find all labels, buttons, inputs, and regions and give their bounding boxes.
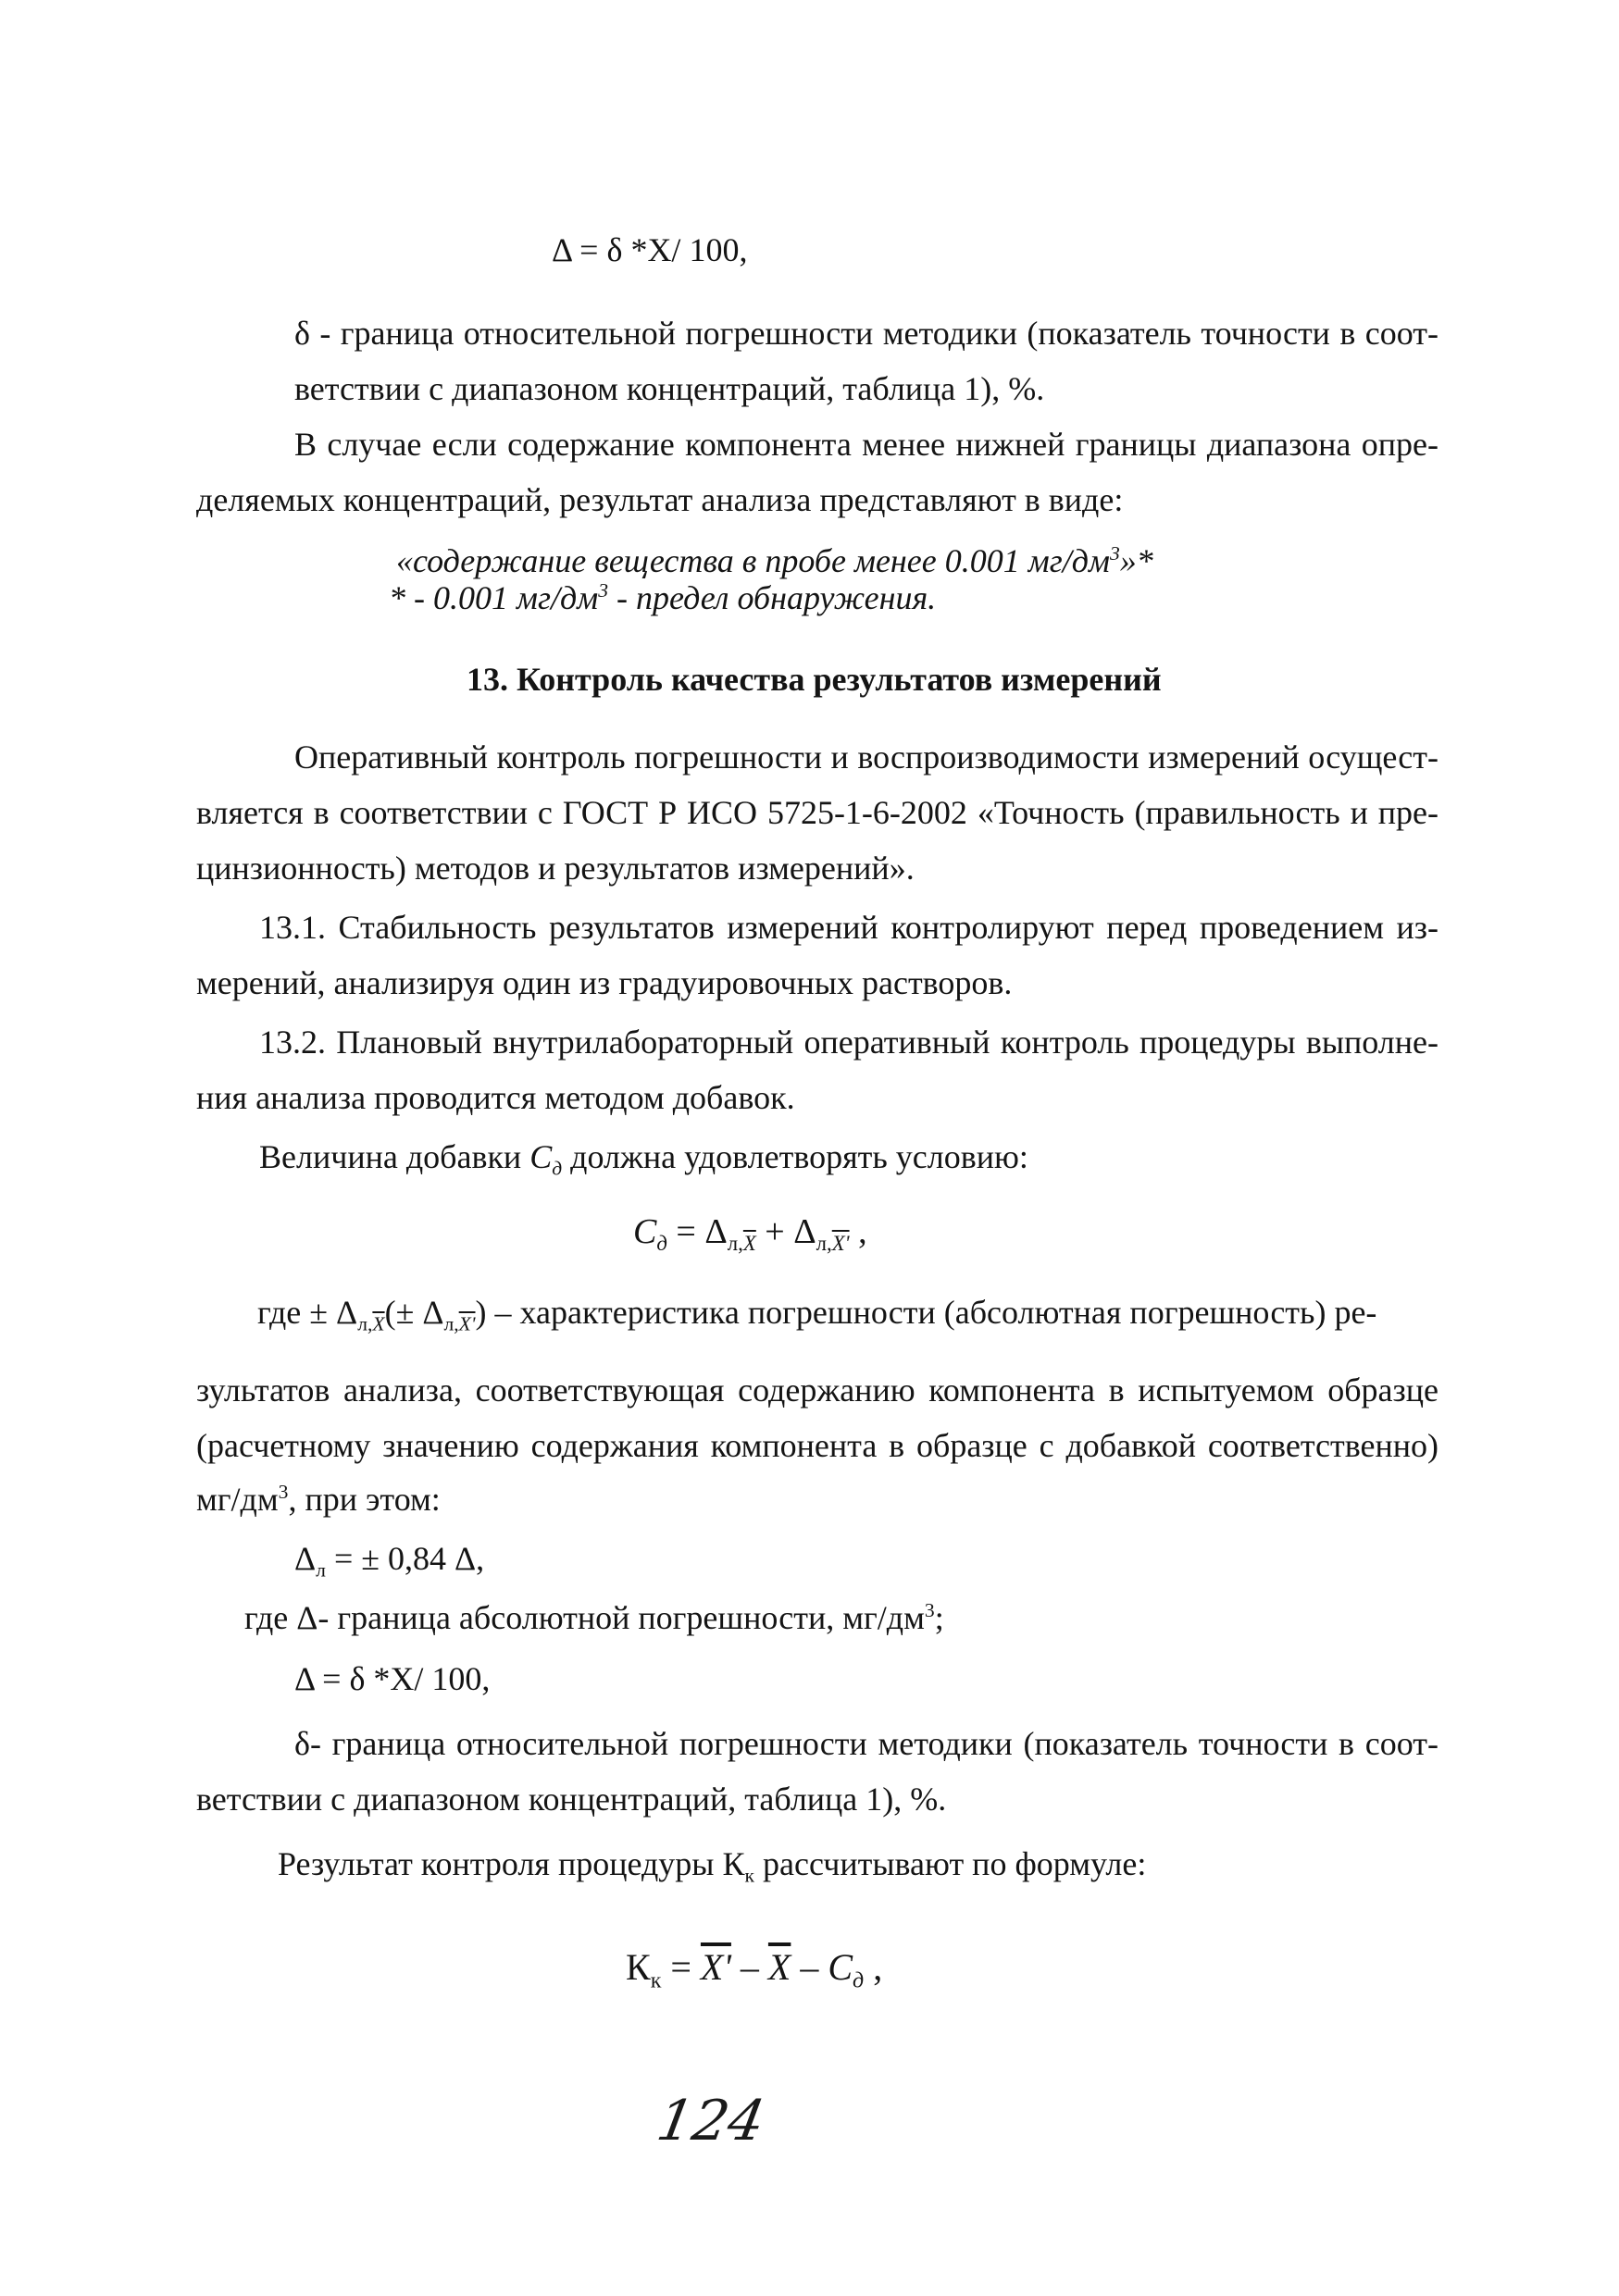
formula-overline: $\overline{X}$ bbox=[767, 1946, 791, 1988]
overline: X' bbox=[458, 1312, 476, 1335]
text: должна удовлетворять условию: bbox=[562, 1138, 1028, 1175]
formula-overline: X' bbox=[831, 1231, 850, 1255]
text: (± Δ bbox=[384, 1294, 444, 1331]
paragraph-lower-bound-line1: В случае если содержание компонента менее нижней границы диапазона опре- bbox=[294, 426, 1438, 463]
paragraph-additive bbox=[259, 1140, 1028, 1179]
paragraph-lower-bound-line2: деляемых концентраций, результат анализа представляют в виде: bbox=[196, 481, 1124, 518]
text: где ± Δ bbox=[257, 1294, 358, 1331]
formula-rhs: = δ *X/ 100, bbox=[579, 231, 748, 268]
text: Величина добавки bbox=[259, 1138, 530, 1175]
formula-delta-2: Δ = δ *X/ 100, bbox=[294, 1660, 491, 1697]
note-line-2 bbox=[389, 581, 936, 614]
sup: 3 bbox=[924, 1599, 935, 1622]
sup: 3 bbox=[278, 1481, 289, 1504]
section-13-title: 13. Контроль качества результатов измерений bbox=[467, 661, 1162, 698]
text: – характеристика погрешности (абсолютная погрешность) ре- bbox=[486, 1294, 1377, 1331]
symbol: C bbox=[529, 1138, 553, 1175]
formula-lhs: К bbox=[626, 1946, 651, 1988]
paragraph-delta-definition-line2: ветствии с диапазоном концентраций, таблица 1), %. bbox=[294, 370, 1045, 407]
note-sup: 3 bbox=[1109, 542, 1120, 565]
text: Результат контроля процедуры К bbox=[278, 1845, 745, 1882]
paragraph-delta-definition-line1: δ - граница относительной погрешности методики (показатель точности в соот- bbox=[294, 315, 1438, 352]
paragraph-operational-control-line2: вляется в соответствии с ГОСТ Р ИСО 5725-1-6-2002 «Точность (правильность и пре- bbox=[196, 794, 1438, 831]
formula-overline: X bbox=[742, 1231, 756, 1255]
formula-eq: = bbox=[661, 1946, 701, 1988]
symbol-sub: д bbox=[552, 1157, 563, 1180]
formula-plus: + Δ bbox=[755, 1212, 816, 1251]
sub: к bbox=[744, 1864, 755, 1887]
paragraph-13-2-line2: ния анализа проводится методом добавок. bbox=[196, 1079, 795, 1116]
paragraph-operational-control-line1: Оперативный контроль погрешности и воспроизводимости измерений осущест- bbox=[294, 738, 1438, 776]
overline: X bbox=[372, 1312, 385, 1335]
paragraph-where-line2: зультатов анализа, соответствующая содержанию компонента в испытуемом образце bbox=[196, 1371, 1438, 1409]
note-text: * - 0.001 мг/дм bbox=[389, 579, 599, 616]
sub: л, bbox=[357, 1312, 373, 1335]
note-sup: 3 bbox=[598, 579, 608, 602]
formula-end: , bbox=[864, 1946, 883, 1988]
paragraph-where-line3: (расчетному значению содержания компонента в образце с добавкой соответственно) bbox=[196, 1427, 1438, 1464]
formula-overline: X' bbox=[700, 1946, 731, 1988]
paragraph-control-result bbox=[278, 1847, 1146, 1886]
formula-eq: = Δ bbox=[666, 1212, 728, 1251]
sub: л, bbox=[443, 1312, 459, 1335]
paragraph-delta-definition-2-line2: ветствии с диапазоном концентраций, таблица 1), %. bbox=[196, 1781, 947, 1818]
formula-sub: л, bbox=[727, 1231, 743, 1255]
text: ) bbox=[475, 1294, 487, 1331]
formula-kk bbox=[626, 1946, 883, 1993]
formula-lhs: Δ bbox=[552, 231, 572, 268]
text: , при этом: bbox=[288, 1481, 441, 1518]
formula-delta-1 bbox=[552, 233, 747, 267]
formula-sub: л, bbox=[816, 1231, 832, 1255]
formula-lhs: Δ bbox=[294, 1540, 317, 1577]
formula-lhs: C bbox=[633, 1212, 657, 1251]
page-number: 124 bbox=[652, 2089, 770, 2153]
formula-rhs: = ± 0,84 Δ, bbox=[325, 1540, 485, 1577]
formula-minus: – bbox=[730, 1946, 768, 1988]
formula-minus: – C bbox=[791, 1946, 853, 1988]
formula-sub: д bbox=[656, 1231, 667, 1255]
note-line-1 bbox=[396, 544, 1153, 577]
note-end: »* bbox=[1119, 542, 1153, 579]
paragraph-13-1-line1: 13.1. Стабильность результатов измерений контролируют перед проведением из- bbox=[259, 909, 1438, 946]
text: где Δ- граница абсолютной погрешности, мг/дм bbox=[244, 1599, 925, 1636]
paragraph-13-2-line1: 13.2. Плановый внутрилабораторный оперативный контроль процедуры выполне- bbox=[259, 1024, 1438, 1061]
paragraph-operational-control-line3: цинзионность) методов и результатов измерений». bbox=[196, 850, 915, 887]
formula-sub: к bbox=[650, 1968, 662, 1993]
formula-sub: л bbox=[316, 1558, 326, 1582]
paragraph-13-1-line2: мерений, анализируя один из градуировочных растворов. bbox=[196, 964, 1013, 1001]
paragraph-delta-definition-2-line1: δ- граница относительной погрешности методики (показатель точности в соот- bbox=[294, 1725, 1438, 1762]
text: мг/дм bbox=[196, 1481, 279, 1518]
formula-end: , bbox=[849, 1212, 867, 1251]
formula-delta-l bbox=[294, 1542, 484, 1581]
formula-cd bbox=[633, 1214, 867, 1255]
formula-sub: д bbox=[853, 1968, 865, 1993]
paragraph-delta-absolute bbox=[244, 1601, 944, 1634]
paragraph-where-line1 bbox=[257, 1296, 1376, 1334]
note-end: - предел обнаружения. bbox=[608, 579, 937, 616]
paragraph-where-line4 bbox=[196, 1483, 441, 1516]
text: ; bbox=[934, 1599, 944, 1636]
text: рассчитывают по формуле: bbox=[754, 1845, 1147, 1882]
note-text: «содержание вещества в пробе менее 0.001 мг/дм bbox=[396, 542, 1110, 579]
